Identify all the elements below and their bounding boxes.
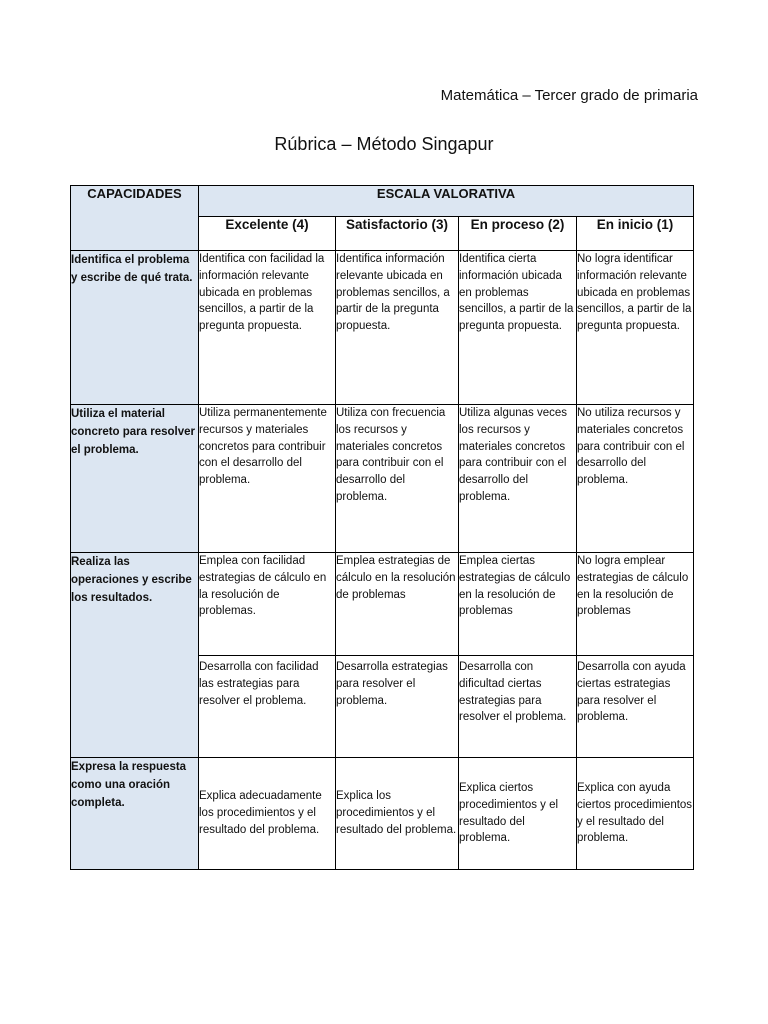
capacidad-cell: Identifica el problema y escribe de qué trata.	[71, 251, 199, 405]
level-header-satisfactorio: Satisfactorio (3)	[336, 217, 459, 251]
table-row	[71, 405, 694, 553]
table-row	[71, 251, 694, 405]
descriptor-cell: Explica con ayuda ciertos procedimientos y el resultado del problema.	[577, 758, 694, 870]
rubric-table	[70, 185, 694, 870]
descriptor-cell: Emplea con facilidad estrategias de cálculo en la resolución de problemas.	[199, 553, 336, 656]
descriptor-cell: No logra identificar información relevante ubicada en problemas sencillos, a partir de la pregunta propuesta.	[577, 251, 694, 405]
descriptor-cell: Identifica información relevante ubicada en problemas sencillos, a partir de la pregunta propuesta.	[336, 251, 459, 405]
level-header-excelente: Excelente (4)	[199, 217, 336, 251]
capacidad-cell: Utiliza el material concreto para resolver el problema.	[71, 405, 199, 553]
capacidad-cell: Expresa la respuesta como una oración completa.	[71, 758, 199, 870]
descriptor-cell: Desarrolla con facilidad las estrategias para resolver el problema.	[199, 656, 336, 758]
level-header-en-inicio: En inicio (1)	[577, 217, 694, 251]
descriptor-cell: Identifica con facilidad la información relevante ubicada en problemas sencillos, a partir de la pregunta propuesta.	[199, 251, 336, 405]
table-row	[71, 553, 694, 656]
descriptor-cell: Explica adecuadamente los procedimientos y el resultado del problema.	[199, 758, 336, 870]
descriptor-cell: Desarrolla estrategias para resolver el problema.	[336, 656, 459, 758]
descriptor-cell: Identifica cierta información ubicada en problemas sencillos, a partir de la pregunta propuesta.	[459, 251, 577, 405]
descriptor-cell: Desarrolla con dificultad ciertas estrategias para resolver el problema.	[459, 656, 577, 758]
subject-line: Matemática – Tercer grado de primaria	[440, 87, 698, 104]
escala-header: ESCALA VALORATIVA	[199, 186, 694, 217]
level-header-en-proceso: En proceso (2)	[459, 217, 577, 251]
capacidades-header: CAPACIDADES	[71, 186, 199, 251]
header-row-1	[71, 186, 694, 217]
descriptor-cell: Utiliza algunas veces los recursos y materiales concretos para contribuir con el desarrollo del problema.	[459, 405, 577, 553]
descriptor-cell: Explica ciertos procedimientos y el resultado del problema.	[459, 758, 577, 870]
document-title: Rúbrica – Método Singapur	[274, 134, 494, 154]
descriptor-cell: Explica los procedimientos y el resultado del problema.	[336, 758, 459, 870]
descriptor-cell: No logra emplear estrategias de cálculo en la resolución de problemas	[577, 553, 694, 656]
descriptor-cell: No utiliza recursos y materiales concretos para contribuir con el desarrollo del problema.	[577, 405, 694, 553]
descriptor-cell: Emplea ciertas estrategias de cálculo en la resolución de problemas	[459, 553, 577, 656]
descriptor-cell: Emplea estrategias de cálculo en la resolución de problemas	[336, 553, 459, 656]
capacidad-cell: Realiza las operaciones y escribe los resultados.	[71, 553, 199, 758]
descriptor-cell: Utiliza con frecuencia los recursos y materiales concretos para contribuir con el desarrollo del problema.	[336, 405, 459, 553]
descriptor-cell: Desarrolla con ayuda ciertas estrategias para resolver el problema.	[577, 656, 694, 758]
descriptor-cell: Utiliza permanentemente recursos y materiales concretos para contribuir con el desarrollo del problema.	[199, 405, 336, 553]
table-row	[71, 758, 694, 870]
